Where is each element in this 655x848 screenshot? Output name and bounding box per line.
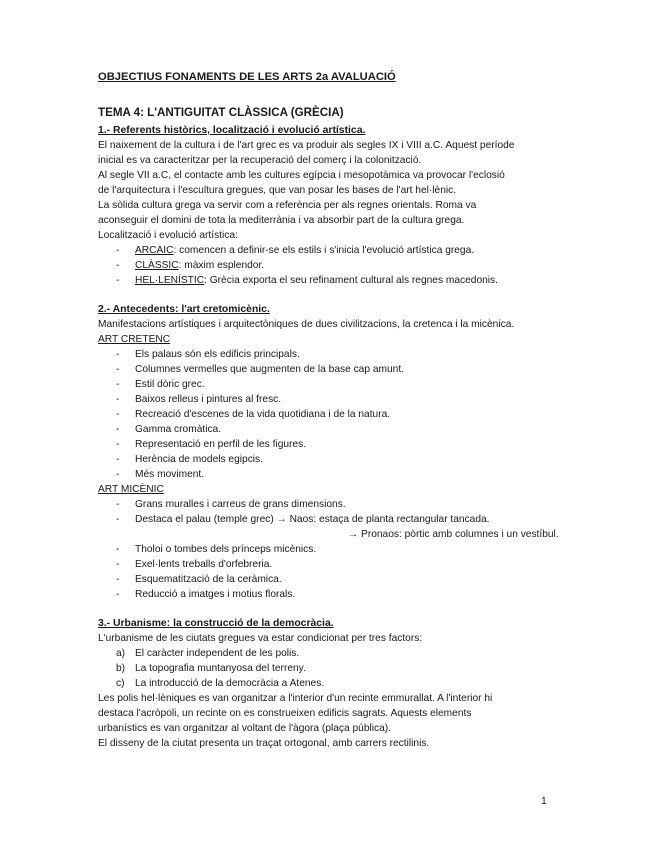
dash-bullet: - [116, 394, 120, 405]
dash-bullet: - [116, 589, 120, 600]
period-description: : màxim esplendor. [178, 260, 265, 271]
paragraph-line: destaca l'acròpoli, un recinte on es construeixen edificis sagrats. Aquests elements [98, 708, 472, 719]
document-title: OBJECTIUS FONAMENTS DE LES ARTS 2a AVALUACIÓ [98, 71, 396, 83]
dash-bullet: - [116, 424, 120, 435]
paragraph-line: Localització i evolució artística: [98, 230, 238, 241]
list-marker: a) [116, 648, 126, 659]
dash-bullet: - [116, 514, 120, 525]
dash-bullet: - [116, 454, 120, 465]
art-micenic-label: ART MICÈNIC [98, 484, 164, 495]
page-number: 1 [541, 796, 547, 807]
paragraph-line: El naixement de la cultura i de l'art grec es va produir als segles IX i VIII a.C. Aquest període [98, 140, 515, 151]
section-1-heading: 1.- Referents històrics, localització i evolució artística. [98, 125, 366, 136]
paragraph-line: de l'arquitectura i l'escultura gregues, que van posar les bases de l'art hel·lènic. [98, 185, 457, 196]
paragraph-line: Manifestacions artístiques i arquitectòniques de dues civilitzacions, la cretenca i la micènica. [98, 319, 515, 330]
document-page: OBJECTIUS FONAMENTS DE LES ARTS 2a AVALUACIÓ TEMA 4: L'ANTIGUITAT CLÀSSICA (GRÈCIA) 1.- Referents històrics, localització i evolució artística. El naixement de la cultura i de l'art grec es va produir als segles IX i VIII a.C. Aquest període inicial es va caracteritzar per la recuperació del comerç i la colonització. Al segle VII a.C, el contacte amb les cultures egípcia i mesopotàmica va provocar l'eclosió de l'arquitectura i l'escultura gregues, que van posar les bases de l'art hel·lènic. La sòlida cultura grega va servir com a referència per als regnes orientals. Roma va aconseguir el domini de tota la mediterrània i va absorbir part de la cultura grega. Localització i evolució artística: - ARCAIC: comencen a definir-se els estils i s'inicia l'evolució artística grega. - CLÀSSIC: màxim esplendor. - HEL·LENÍSTIC: Grècia exporta el seu refinament cultural als regnes macedonis. 2.- Antecedents: l'art cretomicènic. Manifestacions artístiques i arquitectòniques de dues civilitzacions, la cretenca i la micènica. ART CRETENC - Els palaus són els edificis principals. - Columnes vermelles que augmenten de la base cap amunt. - Estil dòric grec. - Baixos relleus i pintures al fresc. - Recreació d'escenes de la vida quotidiana i de la natura. - Gamma cromàtica. - Representació en perfil de les figures. - Herència de models egipcis. - Més moviment. ART MICÈNIC - Grans muralles i carreus de grans dimensions. - Destaca el palau (temple grec) → Naos: estaça de planta rectangular tancada. → Pronaos: pòrtic amb columnes i un vestíbul. - Tholoi o tombes dels prínceps micènics. - Exel·lents treballs d'orfebreria. - Esquematització de la ceràmica. - Reducció a imatges i motius florals. 3.- Urbanisme: la construcció de la democràcia. L'urbanisme de les ciutats gregues va estar condicionat per tres factors: a) El caràcter independent de les polis. b) La topografia muntanyosa del terreny. c) La introducció de la democràcia a Atenes. Les polis hel·lèniques es van organitzar a l'interior d'un recinte emmurallat. A l'interior hi destaca l'acròpoli, un recinte on es construeixen edificis sagrats. Aquests elements urbanístics es van organitzar al voltant de l'àgora (plaça pública). El disseny de la ciutat presenta un traçat ortogonal, amb carrers rectilinis. 1 [98, 71, 559, 807]
dash-bullet: - [116, 499, 120, 510]
paragraph-line: Les polis hel·lèniques es van organitzar a l'interior d'un recinte emmurallat. A l'interior hi [98, 693, 493, 704]
list-marker: b) [116, 663, 126, 674]
dash-bullet: - [116, 544, 120, 555]
paragraph-line: La sòlida cultura grega va servir com a referència per als regnes orientals. Roma va [98, 200, 477, 211]
dash-bullet: - [116, 260, 120, 271]
period-label: CLÀSSIC [135, 260, 179, 271]
dash-bullet: - [116, 245, 120, 256]
paragraph-line: aconseguir el domini de tota la mediterrània i va absorbir part de la cultura grega. [98, 215, 465, 226]
pronaos-line: → Pronaos: pòrtic amb columnes i un vestíbul. [348, 529, 559, 540]
tema-heading: TEMA 4: L'ANTIGUITAT CLÀSSICA (GRÈCIA) [98, 106, 344, 119]
dash-bullet: - [116, 469, 120, 480]
paragraph-line: inicial es va caracteritzar per la recuperació del comerç i la colonització. [98, 155, 422, 166]
dash-bullet: - [116, 379, 120, 390]
section-2-heading: 2.- Antecedents: l'art cretomicènic. [98, 304, 270, 315]
period-description: : comencen a definir-se els estils i s'inicia l'evolució artística grega. [173, 245, 475, 256]
dash-bullet: - [116, 439, 120, 450]
paragraph-line: Al segle VII a.C, el contacte amb les cultures egípcia i mesopotàmica va provocar l'eclosió [98, 170, 505, 181]
dash-bullet: - [116, 275, 120, 286]
dash-bullet: - [116, 349, 120, 360]
section-3-heading: 3.- Urbanisme: la construcció de la democràcia. [98, 618, 334, 629]
art-cretenc-label: ART CRETENC [98, 334, 171, 345]
list-marker: c) [116, 678, 125, 689]
paragraph-line: urbanístics es van organitzar al voltant de l'àgora (plaça pública). [98, 723, 392, 734]
paragraph-line: L'urbanisme de les ciutats gregues va estar condicionat per tres factors: [98, 633, 423, 644]
paragraph-line: El disseny de la ciutat presenta un traçat ortogonal, amb carrers rectilinis. [98, 738, 430, 749]
period-label: ARCAIC [135, 245, 174, 256]
period-label: HEL·LENÍSTIC [135, 275, 205, 286]
period-description: : Grècia exporta el seu refinament cultural als regnes macedonis. [204, 275, 498, 286]
dash-bullet: - [116, 364, 120, 375]
dash-bullet: - [116, 559, 120, 570]
dash-bullet: - [116, 574, 120, 585]
dash-bullet: - [116, 409, 120, 420]
